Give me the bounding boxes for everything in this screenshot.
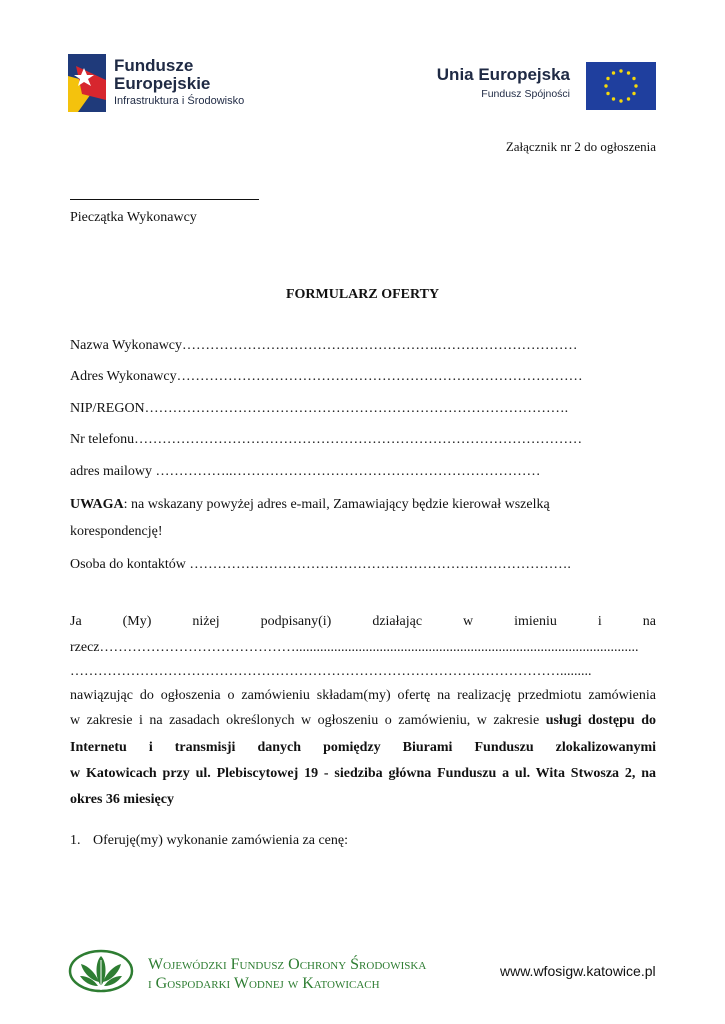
decl-word: i xyxy=(597,614,602,629)
field-nazwa-wykonawcy: Nazwa Wykonawcy……………………………………………….………………………… xyxy=(70,338,578,353)
decl-word: niżej xyxy=(192,614,220,629)
rzecz-line: rzecz…………………………………….................................................................................................. xyxy=(70,640,639,655)
stamp-label: Pieczątka Wykonawcy xyxy=(70,210,197,225)
footer-org-line1: Wojewódzki Fundusz Ochrony Środowiska xyxy=(148,956,427,973)
field-nr-telefonu: Nr telefonu…………………………………………………………………………………… xyxy=(70,432,583,447)
item1-number: 1. xyxy=(70,833,81,848)
decl-word: na xyxy=(642,614,656,629)
unia-europejska-logo xyxy=(436,62,656,112)
para-line5: okres 36 miesięcy xyxy=(70,792,174,807)
field-osoba-do-kontaktow: Osoba do kontaktów ………………………………………………………………………. xyxy=(70,557,571,572)
para-line1: nawiązując do ogłoszenia o zamówieniu składam(my) ofertę na realizację przedmiotu zamówienia xyxy=(70,688,656,703)
fe-logo-line3: Infrastruktura i Środowisko xyxy=(114,95,245,107)
decl-word: Ja xyxy=(70,614,82,629)
fe-flag-icon xyxy=(68,54,106,112)
ue-logo-line1: Unia Europejska xyxy=(436,65,570,84)
page-title: FORMULARZ OFERTY xyxy=(285,287,440,302)
decl-word: działając xyxy=(372,614,423,629)
para-line4: w Katowicach przy ul. Plebiscytowej 19 - siedziba główna Funduszu a ul. Wita Stwosza 2, na xyxy=(70,766,656,781)
para-line2-bold: usługi dostępu do xyxy=(545,713,656,728)
eu-flag-icon xyxy=(586,62,656,110)
warning-label: UWAGA xyxy=(70,497,124,512)
declaration-line xyxy=(70,612,656,632)
warning-line1 xyxy=(70,495,550,515)
footer-url: www.wfosigw.katowice.pl xyxy=(500,963,656,979)
decl-word: (My) xyxy=(122,614,152,629)
warning-text: : na wskazany powyżej adres e-mail, Zamawiający będzie kierował wszelką xyxy=(123,497,550,512)
footer-org-line2: i Gospodarki Wodnej w Katowicach xyxy=(148,975,380,992)
field-adres-mailowy: adres mailowy ……………..………………………………………………………… xyxy=(70,464,541,479)
wfosigw-leaf-logo-icon xyxy=(68,948,134,994)
warning-line2: korespondencję! xyxy=(70,524,163,539)
decl-word: podpisany(i) xyxy=(260,614,332,629)
fe-logo-line2: Europejskie xyxy=(114,74,211,93)
ue-logo-line2: Fundusz Spójności xyxy=(481,88,570,100)
decl-word: w xyxy=(463,614,474,629)
para-line3: Internetu i transmisji danych pomiędzy Biurami Funduszu zlokalizowanymi xyxy=(70,740,656,755)
field-adres-wykonawcy: Adres Wykonawcy…………………………………………………………………………… xyxy=(70,369,583,384)
para-line2 xyxy=(70,711,656,731)
decl-word: imieniu xyxy=(514,614,557,629)
para-line2-plain: w zakresie i na zasadach określonych w ogłoszeniu o zamówieniu, w zakresie xyxy=(70,713,546,728)
item1-text: Oferuję(my) wykonanie zamówienia za cenę: xyxy=(93,833,348,848)
fe-logo-line1: Fundusze xyxy=(114,56,194,75)
dots-line: ……………………………………………………………………………………………......... xyxy=(70,664,592,679)
stamp-line xyxy=(70,199,259,200)
fundusze-europejskie-logo xyxy=(68,54,268,118)
field-nip-regon: NIP/REGON………………………………………………………………………………. xyxy=(70,401,569,416)
annex-label: Załącznik nr 2 do ogłoszenia xyxy=(505,139,656,154)
